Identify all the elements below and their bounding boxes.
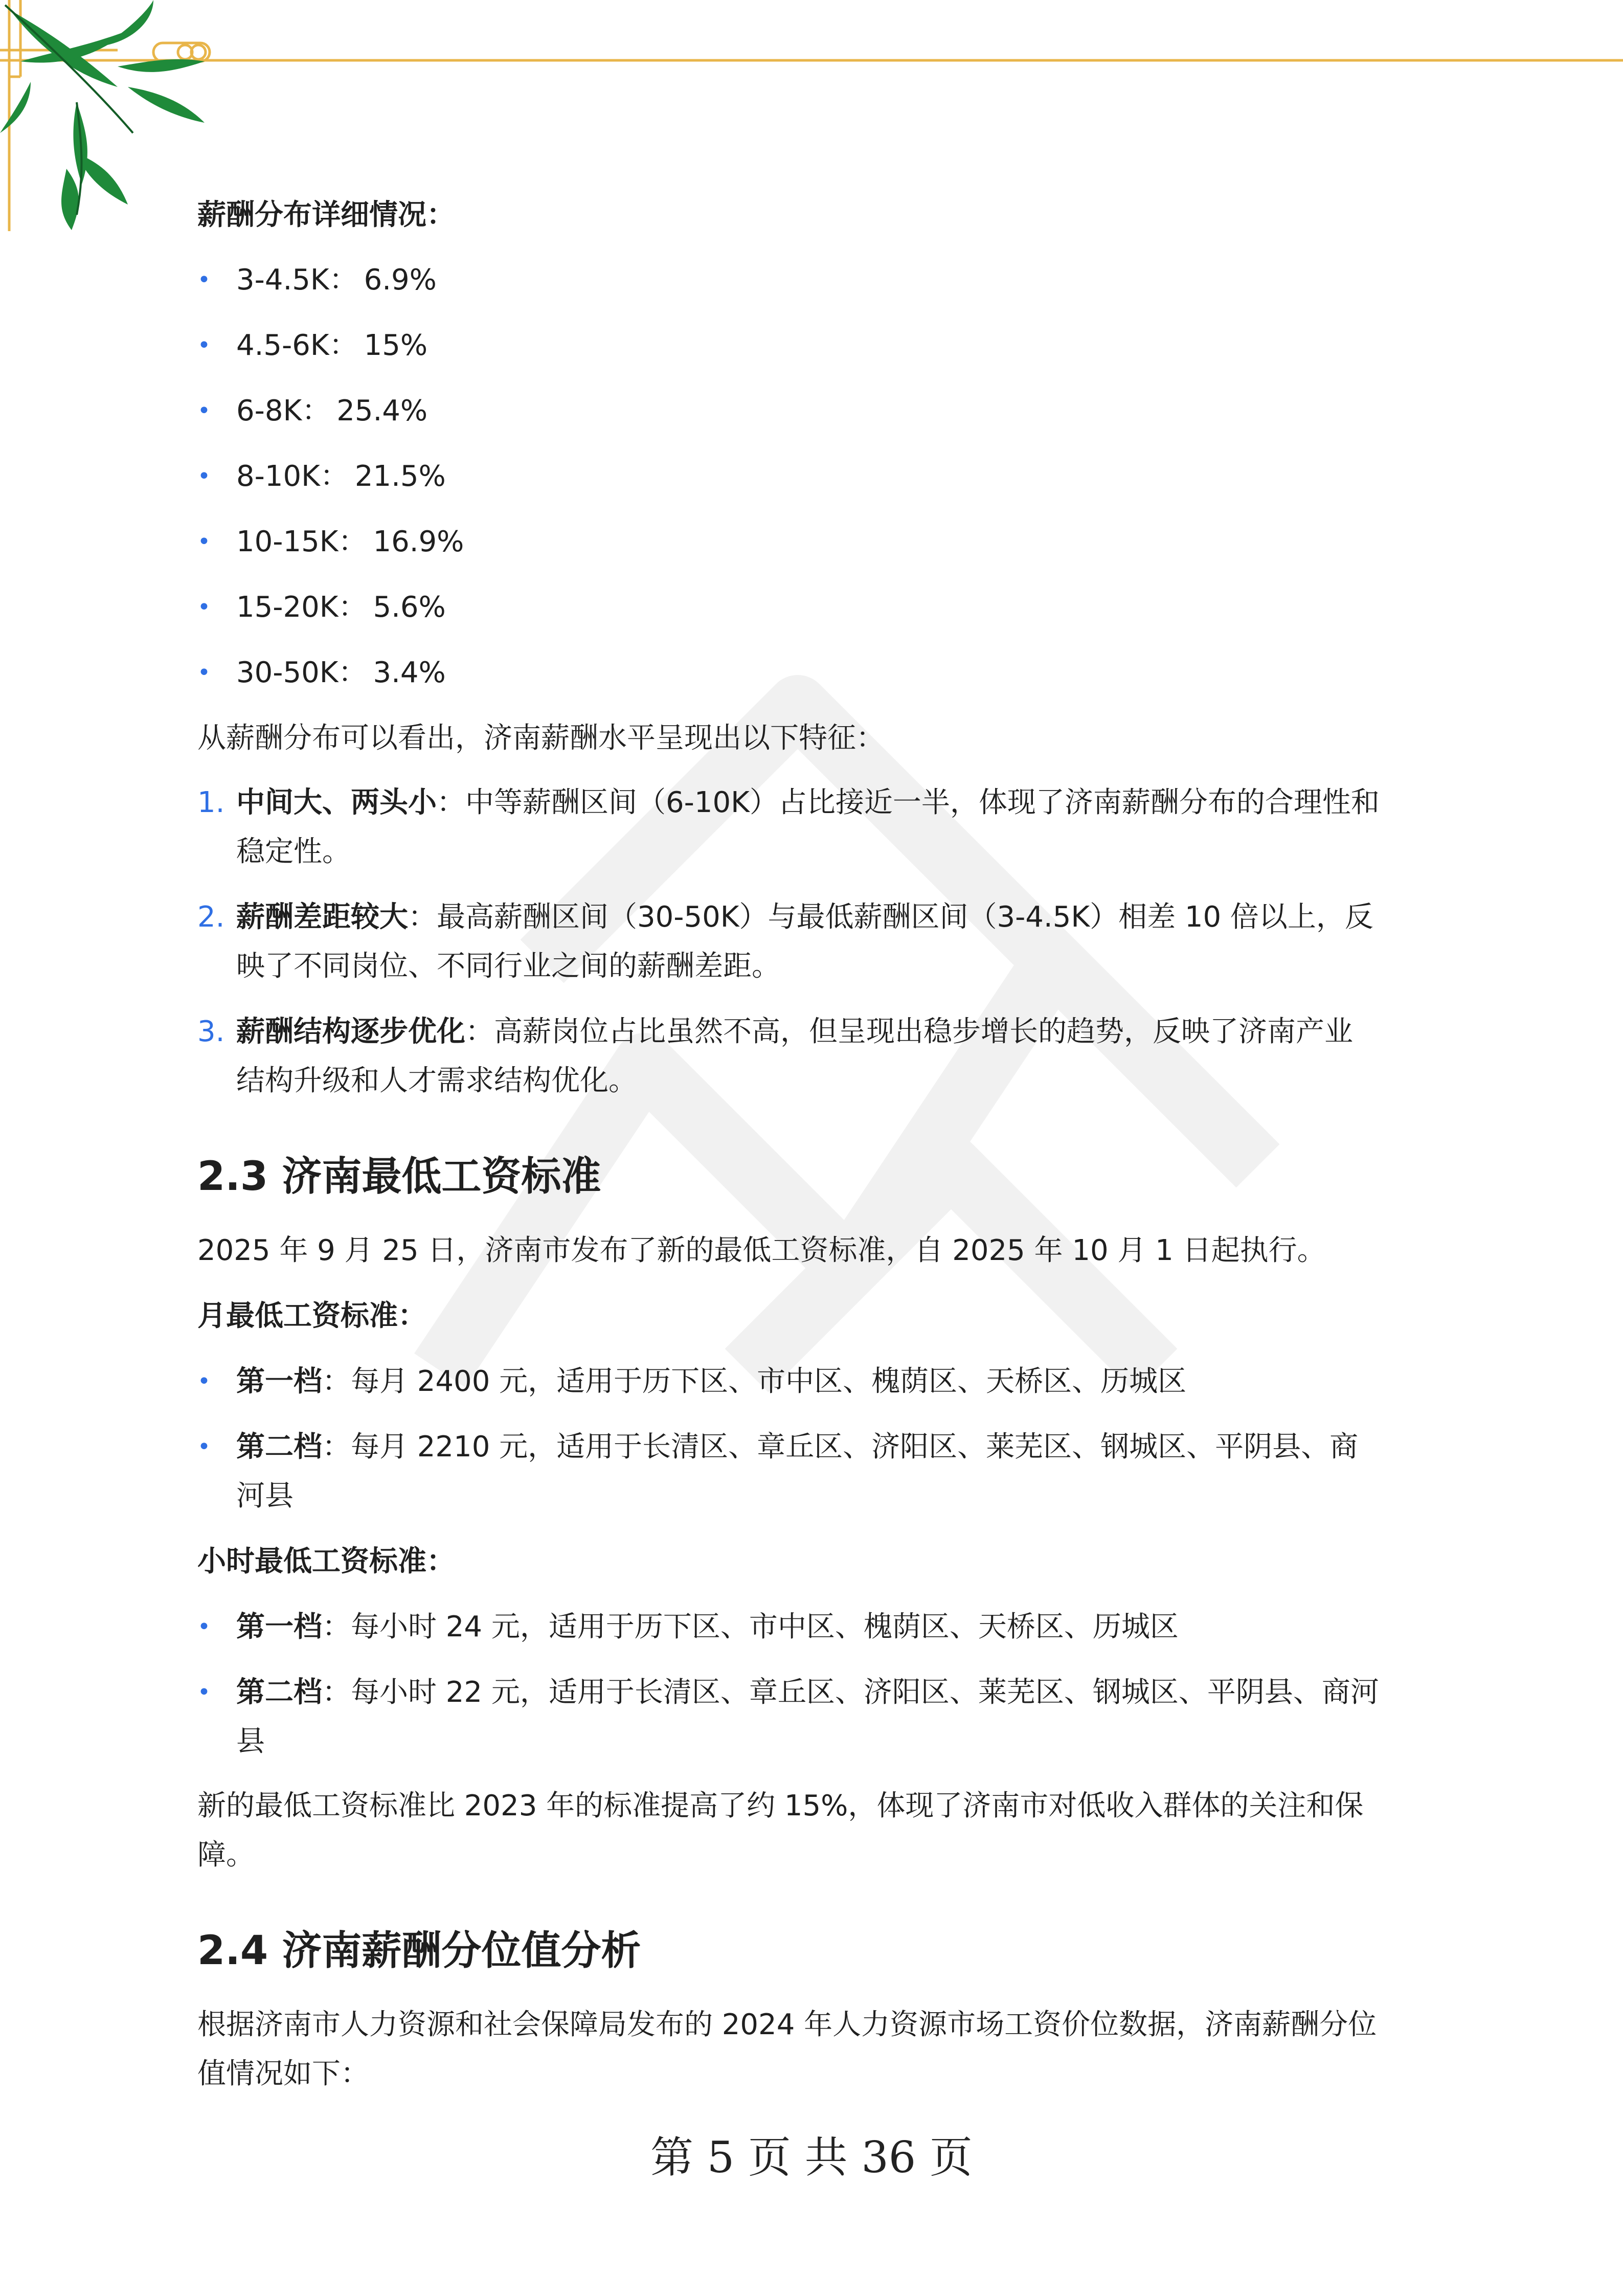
bullet-icon: • (197, 1614, 211, 1640)
list-number: 1. (197, 786, 225, 819)
list-number: 2. (197, 901, 225, 934)
bullet-icon: • (197, 332, 211, 358)
bullet-icon: • (197, 463, 211, 489)
bullet-icon: • (197, 398, 211, 424)
bullet-icon: • (197, 1368, 211, 1394)
section-title-2-4: 2.4 济南薪酬分位值分析 (197, 1928, 641, 1974)
bullet-icon: • (197, 594, 211, 620)
list-item: • 8-10K： 21.5% (197, 452, 1435, 501)
bullet-icon: • (197, 529, 211, 555)
section-title-2-3: 2.3 济南最低工资标准 (197, 1154, 601, 1200)
numbered-item: 3. 薪酬结构逐步优化：高薪岗位占比虽然不高，但呈现出稳步增长的趋势，反映了济南产业 结构升级和人才需求结构优化。 (197, 1007, 1435, 1106)
bullet-icon: • (197, 267, 211, 293)
numbered-item: 2. 薪酬差距较大：最高薪酬区间（30-50K）与最低薪酬区间（3-4.5K）相差 10 倍以上，反 映了不同岗位、不同行业之间的薪酬差距。 (197, 893, 1435, 991)
bullet-icon: • (197, 660, 211, 686)
list-item: • 10-15K： 16.9% (197, 517, 1435, 567)
list-item: • 4.5-6K： 15% (197, 321, 1435, 370)
list-item: • 30-50K： 3.4% (197, 648, 1435, 697)
bullet-icon: • (197, 1434, 211, 1460)
list-item: • 6-8K： 25.4% (197, 387, 1435, 436)
total-page-count: 36 (861, 2132, 916, 2182)
min-wage-intro: 2025 年 9 月 25 日，济南市发布了新的最低工资标准，自 2025 年 10 月 1 日起执行。 (197, 1234, 1326, 1267)
percentile-intro: 根据济南市人力资源和社会保障局发布的 2024 年人力资源市场工资价位数据，济南薪酬分位 值情况如下： (197, 2008, 1377, 2090)
list-item: • 第一档：每小时 24 元，适用于历下区、市中区、槐荫区、天桥区、历城区 (197, 1603, 1435, 1652)
features-intro: 从薪酬分布可以看出，济南薪酬水平呈现出以下特征： (197, 722, 885, 755)
list-number: 3. (197, 1015, 225, 1048)
list-item: • 第二档：每小时 22 元，适用于长清区、章丘区、济阳区、莱芜区、钢城区、平阴县、商河 县 (197, 1668, 1435, 1766)
distribution-heading: 薪酬分布详细情况： (197, 198, 455, 232)
numbered-item: 1. 中间大、两头小：中等薪酬区间（6-10K）占比接近一半，体现了济南薪酬分布的合理性和 稳定性。 (197, 778, 1435, 876)
min-wage-conclusion: 新的最低工资标准比 2023 年的标准提高了约 15%，体现了济南市对低收入群体的关注和保 障。 (197, 1789, 1364, 1872)
hourly-heading: 小时最低工资标准： (197, 1545, 455, 1578)
list-item: • 第二档：每月 2210 元，适用于长清区、章丘区、济阳区、莱芜区、钢城区、平阴县、商 河县 (197, 1423, 1435, 1521)
current-page-number: 5 (707, 2132, 735, 2182)
bullet-icon: • (197, 1679, 211, 1705)
list-item: • 15-20K： 5.6% (197, 583, 1435, 632)
page-footer: 第 5 页 共 36 页 (650, 2132, 973, 2182)
list-item: • 3-4.5K： 6.9% (197, 256, 1435, 305)
list-item: • 第一档：每月 2400 元，适用于历下区、市中区、槐荫区、天桥区、历城区 (197, 1357, 1435, 1406)
monthly-heading: 月最低工资标准： (197, 1299, 426, 1333)
